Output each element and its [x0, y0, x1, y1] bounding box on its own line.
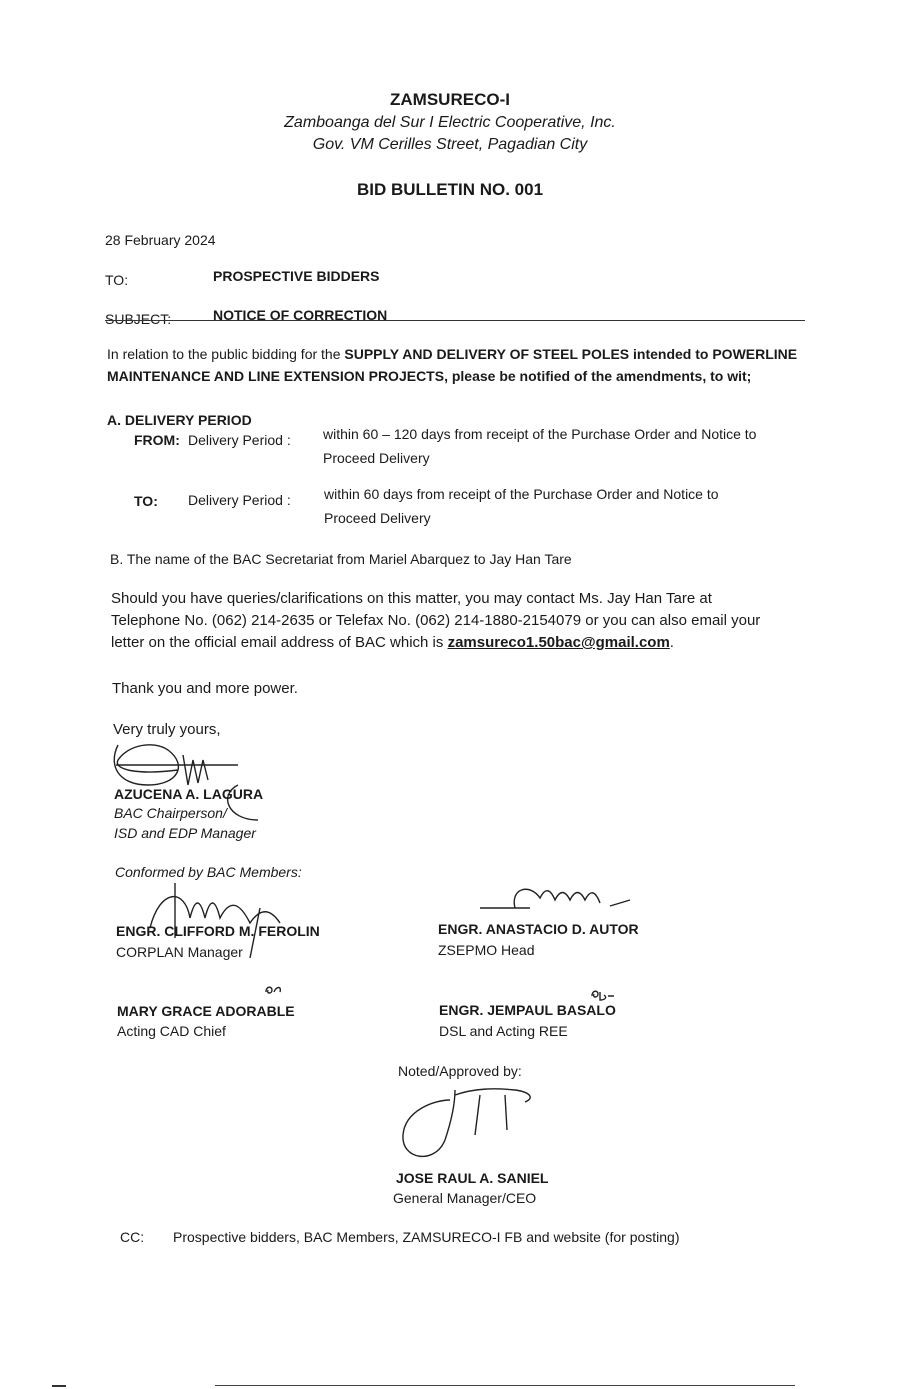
member3-initial-mark: [264, 984, 284, 996]
bottom-rule: [215, 1385, 795, 1386]
member3-title: Acting CAD Chief: [117, 1023, 226, 1039]
member2-title: ZSEPMO Head: [438, 942, 535, 958]
org-name: ZAMSURECO-I: [390, 90, 510, 109]
cc-text: Prospective bidders, BAC Members, ZAMSURECO-I FB and website (for posting): [173, 1229, 680, 1245]
from-label: FROM:: [134, 432, 180, 448]
bac-email-link[interactable]: zamsureco1.50bac@gmail.com: [447, 634, 670, 651]
subject-value: NOTICE OF CORRECTION: [213, 307, 388, 323]
from-value-line1: within 60 – 120 days from receipt of the Purchase Order and Notice to: [323, 426, 757, 442]
member3-name: MARY GRACE ADORABLE: [117, 1003, 295, 1019]
to-value-line1: within 60 days from receipt of the Purchase Order and Notice to: [324, 486, 719, 502]
to-label: TO:: [105, 272, 129, 288]
contact-line3-prefix: letter on the official email address of BAC which is: [111, 634, 448, 651]
chair-name: AZUCENA A. LAGURA: [114, 786, 264, 802]
contact-line2: Telephone No. (062) 214-2635 or Telefax No. (062) 214-1880-2154079 or you can also email your: [111, 612, 761, 629]
document-date: 28 February 2024: [105, 232, 216, 248]
gm-name: JOSE RAUL A. SANIEL: [396, 1170, 549, 1186]
bottom-dash-mark: [52, 1385, 66, 1387]
contact-line1: Should you have queries/clarifications on this matter, you may contact Ms. Jay Han Tare at: [111, 590, 712, 607]
to-value: PROSPECTIVE BIDDERS: [213, 268, 380, 284]
intro-bold-line1: SUPPLY AND DELIVERY OF STEEL POLES intended to POWERLINE: [344, 346, 798, 362]
conformed-label: Conformed by BAC Members:: [115, 864, 302, 880]
gm-signature: [395, 1080, 545, 1170]
valediction: Very truly yours,: [113, 721, 221, 738]
gm-title: General Manager/CEO: [393, 1190, 537, 1206]
section-a-heading: A. DELIVERY PERIOD: [107, 412, 252, 428]
to-value-line2: Proceed Delivery: [324, 510, 431, 526]
intro-bold-line2: MAINTENANCE AND LINE EXTENSION PROJECTS, please be notified of the amendments, to wit;: [107, 368, 752, 384]
contact-line3-suffix: .: [669, 634, 674, 651]
chair-title1: BAC Chairperson/: [114, 805, 227, 821]
subject-label: SUBJECT:: [105, 311, 172, 327]
to-period-label: TO:: [134, 493, 158, 509]
section-b-text: B. The name of the BAC Secretariat from Mariel Abarquez to Jay Han Tare: [110, 551, 572, 567]
org-full-name: Zamboanga del Sur I Electric Cooperative, Inc.: [284, 114, 616, 131]
to-field: Delivery Period :: [188, 492, 291, 508]
thanks-text: Thank you and more power.: [112, 680, 298, 697]
member2-name: ENGR. ANASTACIO D. AUTOR: [438, 921, 639, 937]
from-field: Delivery Period :: [188, 432, 291, 448]
member1-title: CORPLAN Manager: [116, 944, 243, 960]
member4-title: DSL and Acting REE: [439, 1023, 568, 1039]
intro-prefix: In relation to the public bidding for the: [107, 346, 345, 362]
member1-name: ENGR. CLIFFORD M. FEROLIN: [116, 923, 320, 939]
contact-line3: [111, 634, 851, 651]
chair-title2: ISD and EDP Manager: [114, 825, 256, 841]
intro-paragraph: [107, 346, 827, 362]
subject-underline: [105, 320, 805, 321]
approval-label: Noted/Approved by:: [398, 1063, 522, 1079]
from-value-line2: Proceed Delivery: [323, 450, 430, 466]
cc-label: CC:: [120, 1229, 145, 1245]
bulletin-title: BID BULLETIN NO. 001: [356, 180, 544, 199]
member4-name: ENGR. JEMPAUL BASALO: [439, 1002, 616, 1018]
member4-initial-mark: [590, 988, 616, 1002]
org-address: Gov. VM Cerilles Street, Pagadian City: [312, 136, 588, 153]
